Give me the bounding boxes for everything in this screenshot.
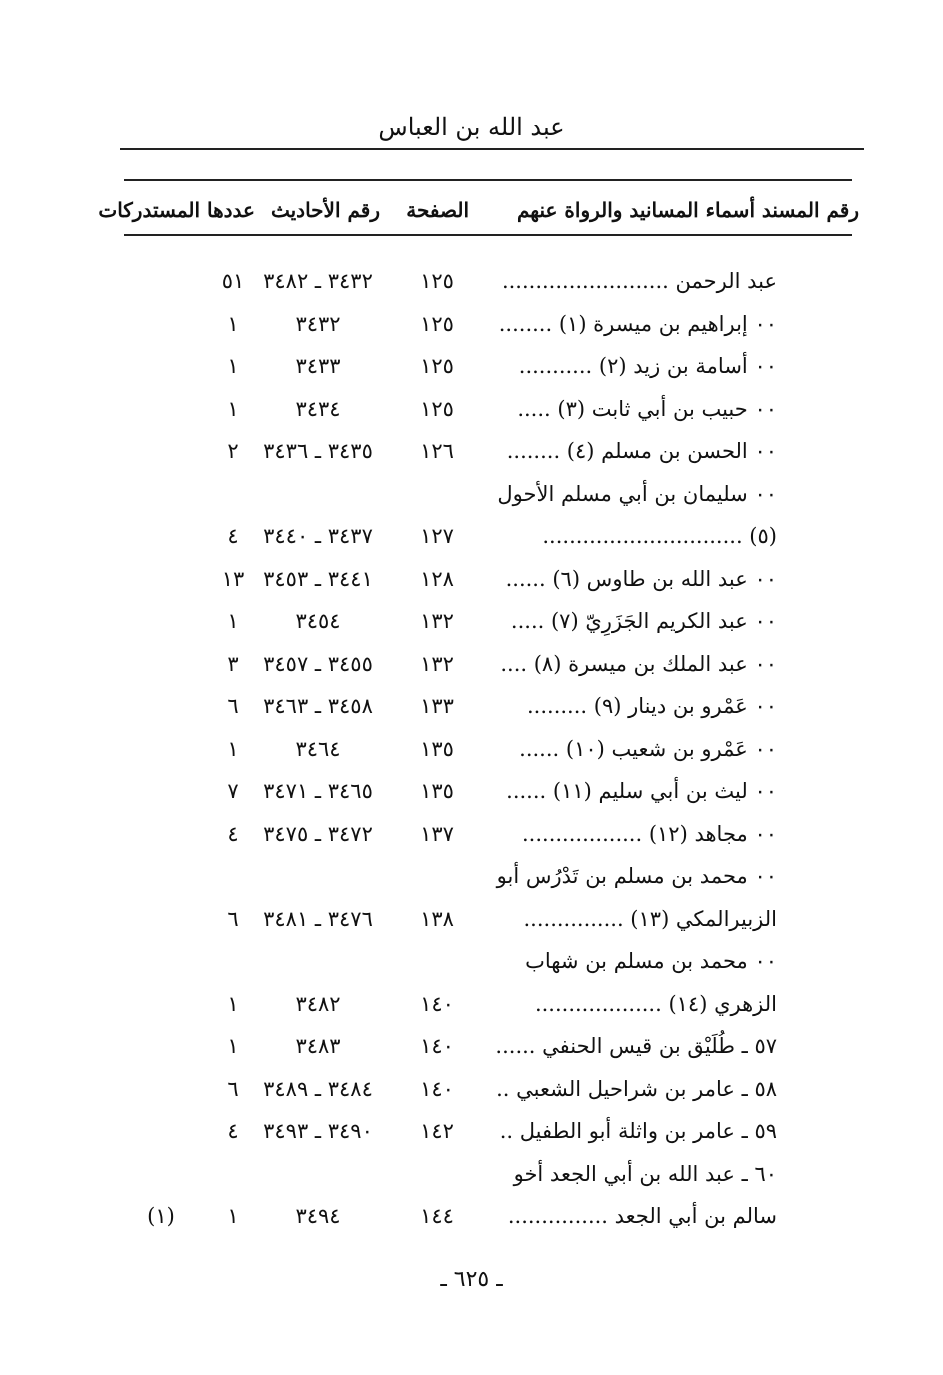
header-rule-bottom [124, 234, 852, 236]
entry-count: ١ [227, 609, 239, 633]
entry-page: ١٣٨ [420, 906, 454, 931]
entry-count: ١ [227, 991, 239, 1016]
page-number: ـ ٦٢٥ ـ [440, 1267, 503, 1292]
running-head: عبد الله بن العباس [378, 113, 565, 141]
entry-name: ٠٠ سليمان بن أبي مسلم الأحول [497, 481, 777, 506]
entry-name: عبد الرحمن ......................... [501, 269, 777, 293]
entry-hadith-range: ٣٤٥٨ ـ ٣٤٦٣ [263, 694, 373, 718]
table-row [0, 260, 943, 303]
entry-page: ١٤٢ [420, 1119, 454, 1143]
entry-page: ١٤٠ [420, 991, 454, 1016]
entry-hadith-range: ٣٤٣٢ [295, 311, 341, 336]
table-row [0, 855, 943, 898]
entry-name: ٠٠ عبد الملك بن ميسرة (٨) .... [500, 651, 777, 676]
entry-page: ١٣٧ [420, 821, 454, 846]
entry-page: ١٢٨ [420, 566, 454, 591]
entry-hadith-range: ٣٤٨٢ [295, 991, 341, 1016]
entry-name: ٠٠ حبيب بن أبي ثابت (٣) ..... [517, 396, 777, 421]
entry-page: ١٢٧ [420, 524, 454, 548]
entry-hadith-range: ٣٤٩٤ [295, 1204, 341, 1228]
column-header-count: عددها المستدركات [98, 198, 255, 222]
entry-count: ١ [227, 1204, 239, 1228]
entry-name: ٠٠ إبراهيم بن ميسرة (١) ........ [498, 311, 777, 336]
column-header-hadith: رقم الأحاديث [270, 198, 380, 222]
entry-name: ٠٠ ليث بن أبي سليم (١١) ...... [506, 779, 777, 803]
entry-name: ٠٠ عبد الكريم الجَزَرِيّ (٧) ..... [510, 609, 777, 633]
entry-count: ٦ [227, 694, 239, 718]
entry-page: ١٢٦ [420, 439, 454, 463]
entry-page: ١٢٥ [420, 354, 454, 378]
entry-count: ٥١ [221, 269, 245, 293]
entry-page: ١٤٠ [420, 1034, 454, 1058]
entry-count: ٦ [227, 1076, 239, 1101]
entry-name: ٠٠ أسامة بن زيد (٢) ........... [518, 354, 777, 378]
entry-hadith-range: ٣٤٥٥ ـ ٣٤٥٧ [263, 651, 373, 676]
entry-count: ٣ [227, 651, 239, 676]
entry-page: ١٣٢ [420, 609, 454, 633]
entry-note: (١) [147, 1204, 175, 1228]
table-row [0, 940, 943, 983]
table-row [0, 1195, 943, 1238]
table-row [0, 303, 943, 346]
entry-hadith-range: ٣٤٧٦ ـ ٣٤٨١ [263, 906, 373, 931]
entry-count: ١٣ [221, 566, 245, 591]
entry-hadith-range: ٣٤٣٣ [295, 354, 341, 378]
entry-page: ١٢٥ [420, 269, 454, 293]
entry-hadith-range: ٣٤٥٤ [295, 609, 341, 633]
table-row [0, 770, 943, 813]
table-row [0, 430, 943, 473]
entry-hadith-range: ٣٤٣٤ [295, 396, 341, 421]
index-table [0, 260, 943, 1238]
entry-hadith-range: ٣٤٤١ ـ ٣٤٥٣ [263, 566, 373, 591]
entry-count: ٢ [227, 439, 239, 463]
entry-page: ١٣٥ [420, 779, 454, 803]
entry-name: سالم بن أبي الجعد ............... [507, 1204, 777, 1228]
table-row [0, 388, 943, 431]
entry-name: ٠٠ مجاهد (١٢) .................. [522, 821, 777, 846]
column-header-page: الصفحة [406, 198, 469, 222]
table-row [0, 558, 943, 601]
table-row [0, 600, 943, 643]
table-row [0, 643, 943, 686]
entry-count: ٤ [227, 821, 239, 846]
entry-name: ٠٠ الحسن بن مسلم (٤) ........ [506, 439, 777, 463]
table-row [0, 473, 943, 516]
entry-hadith-range: ٣٤٦٤ [295, 736, 341, 761]
table-row [0, 1025, 943, 1068]
entry-name: ٠٠ عَمْرو بن دينار (٩) ......... [527, 694, 777, 718]
entry-hadith-range: ٣٤٣٥ ـ ٣٤٣٦ [263, 439, 373, 463]
entry-page: ١٢٥ [420, 311, 454, 336]
table-row [0, 983, 943, 1026]
entry-count: ٤ [227, 524, 239, 548]
table-row [0, 345, 943, 388]
entry-page: ١٣٢ [420, 651, 454, 676]
table-row [0, 898, 943, 941]
table-row [0, 1153, 943, 1196]
entry-count: ١ [227, 736, 239, 761]
entry-count: ٤ [227, 1119, 239, 1143]
entry-count: ١ [227, 354, 239, 378]
entry-hadith-range: ٣٤٦٥ ـ ٣٤٧١ [263, 779, 373, 803]
entry-name: ٥٩ ـ عامر بن واثلة أبو الطفيل .. [499, 1119, 777, 1143]
table-row [0, 728, 943, 771]
entry-name: ٠٠ عبد الله بن طاوس (٦) ...... [505, 566, 777, 591]
entry-name: ٠٠ عَمْرو بن شعيب (١٠) ...... [519, 736, 777, 761]
entry-page: ١٣٣ [420, 694, 454, 718]
entry-page: ١٤٤ [420, 1204, 454, 1228]
entry-count: ١ [227, 1034, 239, 1058]
table-row [0, 1068, 943, 1111]
entry-name: (٥) .............................. [542, 524, 777, 548]
entry-page: ١٣٥ [420, 736, 454, 761]
entry-page: ١٤٠ [420, 1076, 454, 1101]
column-header-name: أسماء المسانيد والرواة عنهم [516, 198, 755, 222]
entry-name: ٠٠ محمد بن مسلم بن تَدْرُس أبو [496, 864, 777, 888]
entry-name: ٦٠ ـ عبد الله بن أبي الجعد أخو [513, 1161, 777, 1186]
entry-hadith-range: ٣٤٩٠ ـ ٣٤٩٣ [263, 1119, 373, 1143]
entry-hadith-range: ٣٤٨٣ [295, 1034, 341, 1058]
entry-count: ٧ [227, 779, 239, 803]
entry-hadith-range: ٣٤٨٤ ـ ٣٤٨٩ [263, 1076, 373, 1101]
entry-count: ٦ [227, 906, 239, 931]
entry-name: الزبيرالمكي (١٣) ............... [523, 906, 777, 931]
entry-name: الزهري (١٤) ................... [534, 991, 777, 1016]
entry-name: ٥٧ ـ طُلَيْق بن قيس الحنفي ...... [495, 1034, 777, 1058]
header-rule-top [124, 179, 852, 181]
entry-name: ٠٠ محمد بن مسلم بن شهاب [525, 949, 777, 973]
entry-hadith-range: ٣٤٣٢ ـ ٣٤٨٢ [263, 269, 373, 293]
table-row [0, 813, 943, 856]
entry-hadith-range: ٣٤٧٢ ـ ٣٤٧٥ [263, 821, 373, 846]
entry-name: ٥٨ ـ عامر بن شراحيل الشعبي .. [496, 1076, 777, 1101]
top-rule [120, 148, 864, 150]
entry-count: ١ [227, 396, 239, 421]
table-row [0, 515, 943, 558]
entry-count: ١ [227, 311, 239, 336]
entry-hadith-range: ٣٤٣٧ ـ ٣٤٤٠ [263, 524, 373, 548]
table-row [0, 685, 943, 728]
column-header-number: رقم المسند [761, 198, 859, 222]
table-row [0, 1110, 943, 1153]
entry-page: ١٢٥ [420, 396, 454, 421]
